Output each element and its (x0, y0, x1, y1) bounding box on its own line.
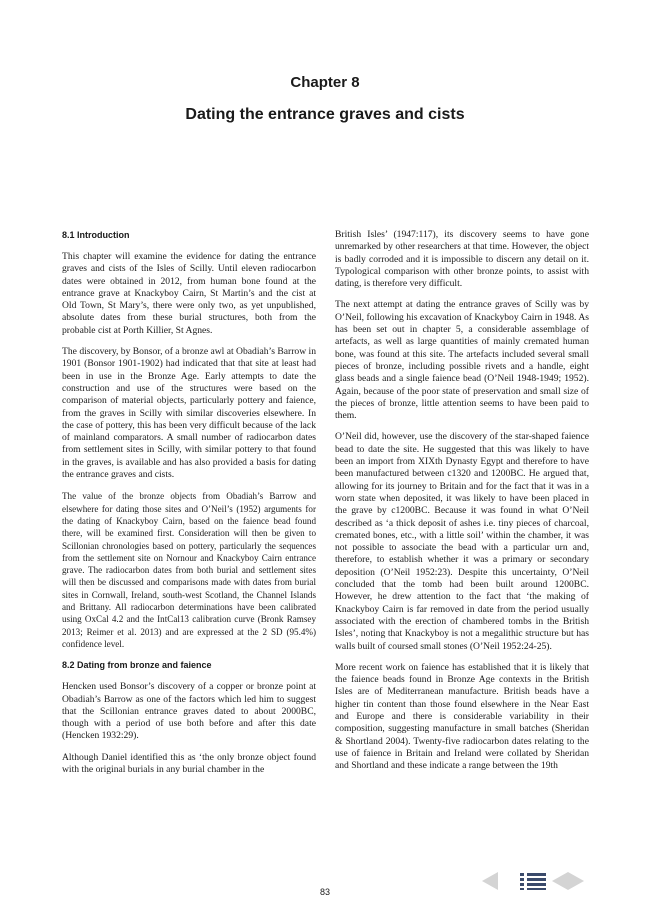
paragraph: This chapter will examine the evidence for dating the entrance graves and cists of the Isles of Scilly. Until eleven radiocarbon dates were obtained in 2012, from human bone found at the entrance grave at Knackyboy Cairn, St Martin’s and the cist at Old Town, St Mary’s, there were only two, as yet unpublished, absolute dates from these burial structures, both from the probable cist at Porth Killier, St Agnes. (62, 251, 316, 336)
arrow-left-icon[interactable] (482, 872, 498, 890)
paragraph: More recent work on faience has established that it is likely that the faience beads found in Bronze Age contexts in the British Isles are of Mediterranean manufacture. British beads have a higher tin content than those found elsewhere in the Near East and Europe and there is considerable variability in their composition, suggesting manufacture in small batches (Sheridan & Shortland 2004). Twenty-five radiocarbon dates relating to the use of faience in Britain and Ireland were collated by Sheridan and Shortland and these indicate a range between the 19th (335, 661, 589, 772)
page-navigation (482, 871, 584, 891)
menu-icon[interactable] (520, 872, 550, 890)
arrow-left-icon[interactable] (552, 872, 568, 890)
section-heading-bronze-faience: 8.2 Dating from bronze and faience (62, 660, 212, 671)
arrow-right-icon[interactable] (568, 872, 584, 890)
right-column (335, 229, 589, 781)
page-number: 83 (319, 887, 330, 897)
left-column (62, 229, 316, 785)
paragraph: Although Daniel identified this as ‘the only bronze object found with the original burials in any burial chamber in the (62, 751, 316, 775)
paragraph: British Isles’ (1947:117), its discovery seems to have gone unremarked by other researchers at that time. However, the object is badly corroded and it is impossible to discern any detail on it. Typological comparison with other bronze points, to assist with dating, is therefore very difficult. (335, 229, 589, 290)
chapter-title: Dating the entrance graves and cists (185, 106, 465, 123)
paragraph: O’Neil did, however, use the discovery of the star-shaped faience bead to date the site. He suggested that this was likely to have been an import from XIXth Dynasty Egypt and therefore to have been manufactured between c1320 and 1200BC. He argued that, allowing for its journey to Britain and for the fact that it was in a worn state when deposited, it was likely to have been placed in the grave by c1200BC. Because it was found in what O’Neil described as ‘a thick deposit of ashes i.e. tiny pieces of charcoal, cremated bones, etc., with a little soil’ within the chamber, it was not possible to associate the bead with a particular urn and, therefore, to establish whether it was a primary or secondary deposition (O’Neil 1952:23). Despite this uncertainty, O’Neil concluded that the tomb had been built around 1200BC. However, he drew attention to the fact that ‘the making of Knackyboy Cairn is far removed in date from the period usually associated with the erection of chambered tombs in the British Isles’, noting that Knackyboy is not a megalithic structure but has walls built of coursed small stones (O’Neil 1952:24-25). (335, 431, 589, 652)
paragraph: Hencken used Bonsor’s discovery of a copper or bronze point at Obadiah’s Barrow as one of the factors which led him to suggest that the Scillonian entrance graves dated to about 2000BC, though with a period of use both before and after this date (Hencken 1932:29). (62, 681, 316, 742)
paragraph: The value of the bronze objects from Obadiah’s Barrow and elsewhere for dating those sites and O’Neil’s (1952) arguments for the dating of Knackyboy Cairn, based on the faience bead found there, will be examined first. Consideration will then be given to Scillonian chronologies based on pottery, particularly the sequences from the settlement site on Nornour and Knackyboy Cairn entrance grave. The radiocarbon dates from both burial and settlement sites will then be discussed and comparisons made with dates from burial sites in Cornwall, Ireland, south-west Scotland, the Channel Islands and Brittany. All radiocarbon determinations have been calibrated using OxCal 4.2 and the IntCal13 calibration curve (Bronk Ramsey 2013; Reimer et al. 2013) and are expressed at the 2 SD (95.4%) confidence level. (62, 491, 316, 649)
paragraph: The discovery, by Bonsor, of a bronze awl at Obadiah’s Barrow in 1901 (Bonsor 1901-1902) had indicated that that site at least had been in use in the Bronze Age. Early attempts to date the construction and use of the structures were based on the comparison of material objects, particularly pottery and faience, from the graves in Scilly with similar discoveries elsewhere. In the case of pottery, this has been very difficult because of the lack of mainland comparators. A small number of radiocarbon dates from settlement sites in Scilly, with similar pottery to that found in the graves, is available and has also provided a basis for dating the entrance graves and cists. (62, 346, 316, 481)
section-heading-introduction: 8.1 Introduction (62, 230, 130, 240)
chapter-label: Chapter 8 (290, 74, 360, 91)
paragraph: The next attempt at dating the entrance graves of Scilly was by O’Neil, following his excavation of Knackyboy Cairn in 1948. As has been set out in chapter 5, a considerable assemblage of artefacts, as well as large quantities of mainly cremated human bone, was found at this site. The artefacts included several small pieces of bronze, including possible rivets and a handle, eight glass beads and a single faience bead (O’Neil 1948-1949; 1952). Again, because of the poor state of preservation and small size of the pieces of bronze, little attention seems to have been paid to them. (335, 299, 589, 422)
